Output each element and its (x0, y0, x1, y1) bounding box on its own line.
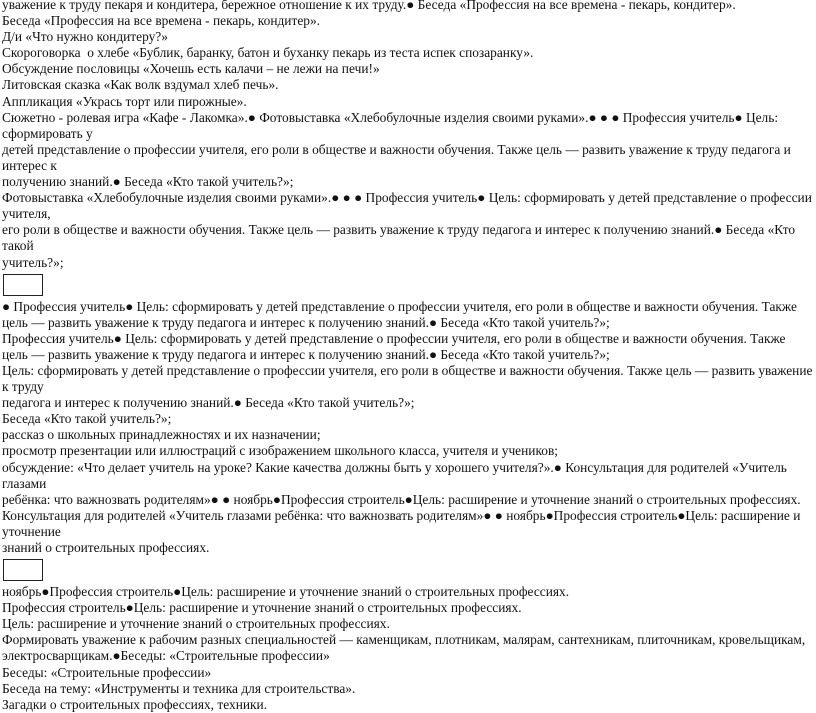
text-line: получению знаний.● Беседа «Кто такой учитель?»; (2, 174, 294, 190)
text-line: Обсуждение пословицы «Хочешь есть калачи – не лежи на печи!» (2, 61, 380, 77)
text-line: Д/и «Что нужно кондитеру?» (2, 29, 168, 45)
text-line: Профессия учитель● Цель: сформировать у детей представление о профессии учителя, его роли в обществе и важности обучения. Также (2, 330, 786, 346)
text-line: ● Профессия учитель● Цель: сформировать у детей представление о профессии учителя, его роли в обществе и важности обучения. Также (2, 298, 797, 314)
text-line: знаний о строительных профессиях. (2, 540, 210, 555)
text-line: Формировать уважение к рабочим разных специальностей — каменщикам, плотникам, малярам, сантехникам, плиточникам, кровельщикам, (2, 632, 806, 648)
text-line: цель — развить уважение к труду педагога и интерес к получению знаний.● Беседа «Кто такой учитель?»; (2, 314, 610, 330)
text-line: Сюжетно - ролевая игра «Кафе - Лакомка».● Фотовыставка «Хлебобулочные изделия своими руками».● ● ● Профессия учитель● Цель: сформировать у (2, 109, 782, 141)
text-line: Загадки о строительных профессиях, техники. (2, 696, 268, 712)
text-line: обсуждение: «Что делает учитель на уроке? Какие качества должны быть у хорошего учителя?».● Консультация для родителей «Учитель глазами (2, 459, 791, 491)
text-line: педагога и интерес к получению знаний.● Беседа «Кто такой учитель?»; (2, 395, 415, 411)
empty-box (3, 559, 43, 581)
text-line: уважение к труду пекаря и кондитера, бережное отношение к их труду.● Беседа «Профессия на все времена - пекарь, кондитер». (2, 0, 736, 12)
text-line: Беседа «Кто такой учитель?»; (2, 411, 172, 427)
text-line: просмотр презентации или иллюстраций с изображением школьного класса, учителя и учеников; (2, 443, 559, 459)
document-body (2, 0, 814, 713)
text-line: Фотовыставка «Хлебобулочные изделия своими руками».● ● ● Профессия учитель● Цель: сформировать у детей представление о профессии учителя, (2, 190, 816, 222)
text-line: Беседа «Профессия на все времена - пекарь, кондитер». (2, 13, 321, 29)
text-line: цель — развить уважение к труду педагога и интерес к получению знаний.● Беседа «Кто такой учитель?»; (2, 346, 610, 362)
text-line: Беседа на тему: «Инструменты и техника для строительства». (2, 680, 356, 696)
text-line: Профессия строитель●Цель: расширение и уточнение знаний о строительных профессиях. (2, 600, 522, 616)
empty-box (3, 274, 43, 296)
text-line: детей представление о профессии учителя, его роли в обществе и важности обучения. Также цель — развить уважение к труду педагога и интерес к (2, 141, 795, 173)
text-line: его роли в обществе и важности обучения. Также цель — развить уважение к труду педагога и интерес к получению знаний.● Беседа «Кто такой (2, 222, 799, 254)
text-line: Цель: расширение и уточнение знаний о строительных профессиях. (2, 616, 390, 632)
text-line: Аппликация «Укрась торт или пирожные». (2, 93, 247, 109)
text-line: Скороговорка о хлебе «Бублик, баранку, батон и буханку пекарь из теста испек спозаранку». (2, 45, 534, 61)
text-line: Литовская сказка «Как волк вздумал хлеб печь». (2, 77, 279, 93)
text-line: электросварщикам.●Беседы: «Строительные профессии» (2, 648, 330, 664)
text-line: ребёнка: что важнозвать родителям»● ● ноябрь●Профессия строитель●Цель: расширение и уточнение знаний о строительных профессиях. (2, 491, 801, 507)
text-line: рассказ о школьных принадлежностях и их назначении; (2, 427, 321, 443)
text-line: ноябрь●Профессия строитель●Цель: расширение и уточнение знаний о строительных профессиях. (2, 584, 570, 600)
text-line: Беседы: «Строительные профессии» (2, 664, 212, 680)
text-line: Цель: сформировать у детей представление о профессии учителя, его роли в обществе и важности обучения. Также цель — развить уважение к труду (2, 362, 816, 395)
text-line: учитель?»; (2, 254, 64, 270)
text-line: Консультация для родителей «Учитель глазами ребёнка: что важнозвать родителям»● ● ноябрь●Профессия строитель●Цель: расширение и уточнение (2, 507, 804, 539)
